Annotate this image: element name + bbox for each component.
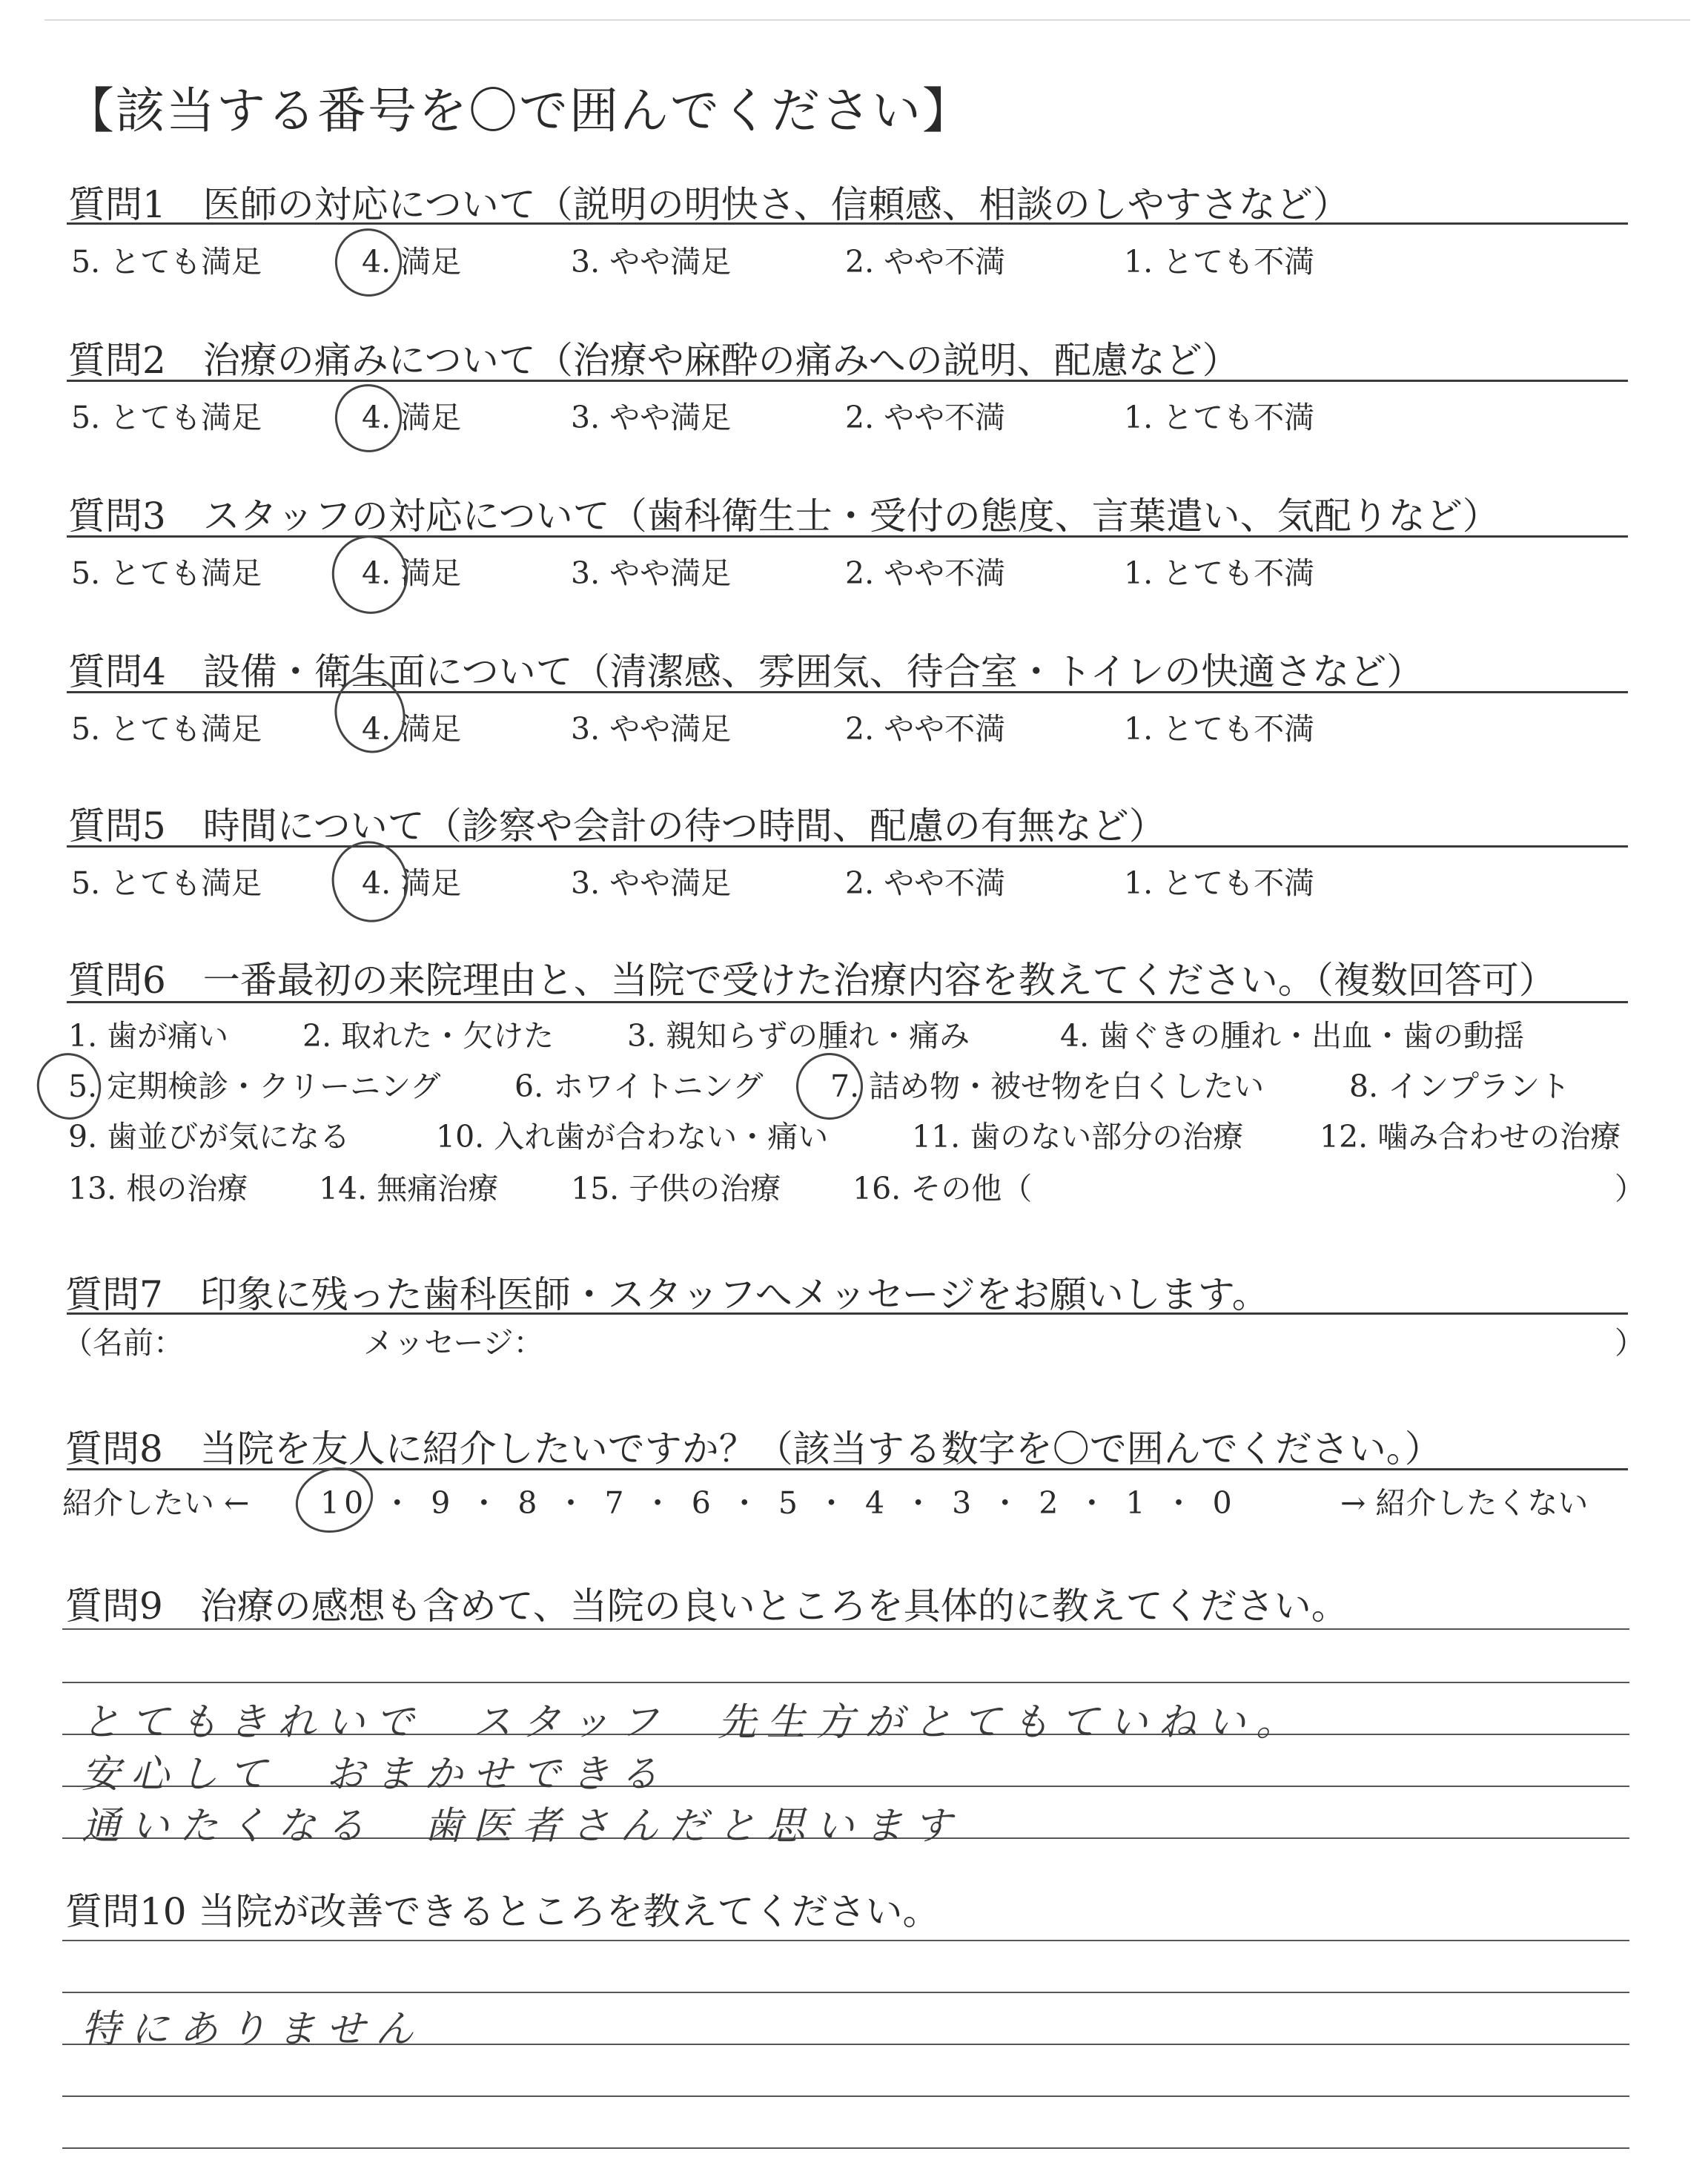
q2-opt-4[interactable]: 4. 満足 [362, 400, 462, 435]
q4-opt-2[interactable]: 2. やや不満 [845, 711, 1006, 747]
q6-opt-16[interactable]: 16. その他（ [853, 1171, 1033, 1206]
top-border [44, 19, 1690, 21]
q8-rule [67, 1468, 1628, 1470]
q8-left-label: 紹介したい ← [62, 1485, 250, 1521]
q10-writing-line-4 [62, 2095, 1629, 2097]
q1-opt-4[interactable]: 4. 満足 [362, 244, 462, 280]
q2-rule [67, 380, 1628, 382]
q4-opt-4[interactable]: 4. 満足 [362, 711, 462, 747]
q3-rule [67, 535, 1628, 538]
q4-rule [67, 691, 1628, 693]
q6-opt-8[interactable]: 8. インプラント [1349, 1069, 1571, 1104]
q1-rule [67, 222, 1628, 225]
q1-label: 質問1 医師の対応について（説明の明快さ、信頼感、相談のしやすさなど） [68, 183, 1350, 226]
q6-opt-9[interactable]: 9. 歯並びが気になる [68, 1119, 351, 1155]
q3-opt-3[interactable]: 3. やや満足 [571, 555, 732, 591]
q4-opt-5[interactable]: 5. とても満足 [71, 711, 262, 747]
q5-opt-5[interactable]: 5. とても満足 [71, 865, 262, 901]
page-title: 【該当する番号を〇で囲んでください】 [65, 82, 973, 139]
q3-opt-4[interactable]: 4. 満足 [362, 555, 462, 591]
q5-label: 質問5 時間について（診察や会計の待つ時間、配慮の有無など） [68, 805, 1166, 848]
q8-number-scale[interactable]: 10 ・ 9 ・ 8 ・ 7 ・ 6 ・ 5 ・ 4 ・ 3 ・ 2 ・ 1 ・ 0 [320, 1485, 1237, 1521]
q6-opt-6[interactable]: 6. ホワイトニング [514, 1069, 764, 1104]
q10-answer: 特にありません [82, 2007, 425, 2052]
q7-message-label: メッセージ： [363, 1325, 544, 1361]
q3-opt-2[interactable]: 2. やや不満 [845, 555, 1006, 591]
q10-label: 質問10 当院が改善できるところを教えてください。 [65, 1890, 940, 1933]
q3-opt-1[interactable]: 1. とても不満 [1124, 555, 1315, 591]
q6-opt-4[interactable]: 4. 歯ぐきの腫れ・出血・歯の動揺 [1060, 1018, 1525, 1054]
q6-opt-7[interactable]: 7. 詰め物・被せ物を白くしたい [830, 1069, 1265, 1104]
q6-opt-14[interactable]: 14. 無痛治療 [319, 1171, 499, 1206]
q7-rule [67, 1312, 1628, 1315]
q2-opt-2[interactable]: 2. やや不満 [845, 400, 1006, 435]
q1-selection-circle [326, 219, 411, 305]
q9-writing-line-1 [62, 1628, 1629, 1630]
q1-opt-1[interactable]: 1. とても不満 [1124, 244, 1315, 280]
q3-selection-circle [322, 526, 418, 624]
q4-opt-3[interactable]: 3. やや満足 [571, 711, 732, 747]
q6-label: 質問6 一番最初の来院理由と、当院で受けた治療内容を教えてください。（複数回答可） [68, 959, 1556, 1002]
q9-answer-line-2: 安心して おまかせできる [82, 1752, 669, 1797]
q8-label: 質問8 当院を友人に紹介したいですか？（該当する数字を〇で囲んでください。） [65, 1427, 1442, 1470]
q7-name-label: （名前： [62, 1325, 184, 1361]
q1-opt-5[interactable]: 5. とても満足 [71, 244, 262, 280]
q9-label: 質問9 治療の感想も含めて、当院の良いところを具体的に教えてください。 [65, 1585, 1348, 1628]
q2-opt-1[interactable]: 1. とても不満 [1124, 400, 1315, 435]
q9-answer-line-3: 通いたくなる 歯医者さんだと思います [82, 1804, 963, 1849]
q7-label: 質問7 印象に残った歯科医師・スタッフへメッセージをお願いします。 [65, 1273, 1269, 1316]
q4-opt-1[interactable]: 1. とても不満 [1124, 711, 1315, 747]
q6-opt-13[interactable]: 13. 根の治療 [68, 1171, 248, 1206]
q6-other-close-paren: ） [1615, 1171, 1645, 1206]
q7-close-paren: ） [1615, 1325, 1645, 1361]
q6-opt-10[interactable]: 10. 入れ歯が合わない・痛い [436, 1119, 829, 1155]
q6-opt-12[interactable]: 12. 噛み合わせの治療 [1320, 1119, 1621, 1155]
q6-opt-1[interactable]: 1. 歯が痛い [68, 1018, 229, 1054]
q4-label: 質問4 設備・衛生面について（清潔感、雰囲気、待合室・トイレの快適さなど） [68, 650, 1424, 693]
q1-opt-2[interactable]: 2. やや不満 [845, 244, 1006, 280]
q10-writing-line-1 [62, 1940, 1629, 1941]
q6-opt-3[interactable]: 3. 親知らずの腫れ・痛み [627, 1018, 970, 1054]
q2-opt-5[interactable]: 5. とても満足 [71, 400, 262, 435]
q6-opt-15[interactable]: 15. 子供の治療 [571, 1171, 781, 1206]
q3-label: 質問3 スタッフの対応について（歯科衛生士・受付の態度、言葉遣い、気配りなど） [68, 495, 1500, 538]
q6-opt-2[interactable]: 2. 取れた・欠けた [302, 1018, 555, 1054]
q8-right-label: → 紹介したくない [1340, 1485, 1589, 1521]
q1-opt-3[interactable]: 3. やや満足 [571, 244, 732, 280]
q6-opt-5[interactable]: 5. 定期検診・クリーニング [68, 1069, 441, 1104]
q5-opt-3[interactable]: 3. やや満足 [571, 865, 732, 901]
q5-opt-4[interactable]: 4. 満足 [362, 865, 462, 901]
q6-rule [67, 1001, 1628, 1003]
q10-writing-line-2 [62, 1992, 1629, 1993]
q10-writing-line-5 [62, 2147, 1629, 2149]
q6-opt-11[interactable]: 11. 歯のない部分の治療 [912, 1119, 1244, 1155]
q9-answer-line-1: とてもきれいで スタッフ 先生方がとてもていねい。 [82, 1700, 1305, 1745]
q5-opt-2[interactable]: 2. やや不満 [845, 865, 1006, 901]
q2-opt-3[interactable]: 3. やや満足 [571, 400, 732, 435]
q2-label: 質問2 治療の痛みについて（治療や麻酔の痛みへの説明、配慮など） [68, 339, 1239, 382]
q2-selection-circle [326, 375, 411, 460]
q5-rule [67, 845, 1628, 848]
q3-opt-5[interactable]: 5. とても満足 [71, 555, 262, 591]
q5-opt-1[interactable]: 1. とても不満 [1124, 865, 1315, 901]
q9-writing-line-2 [62, 1682, 1629, 1683]
